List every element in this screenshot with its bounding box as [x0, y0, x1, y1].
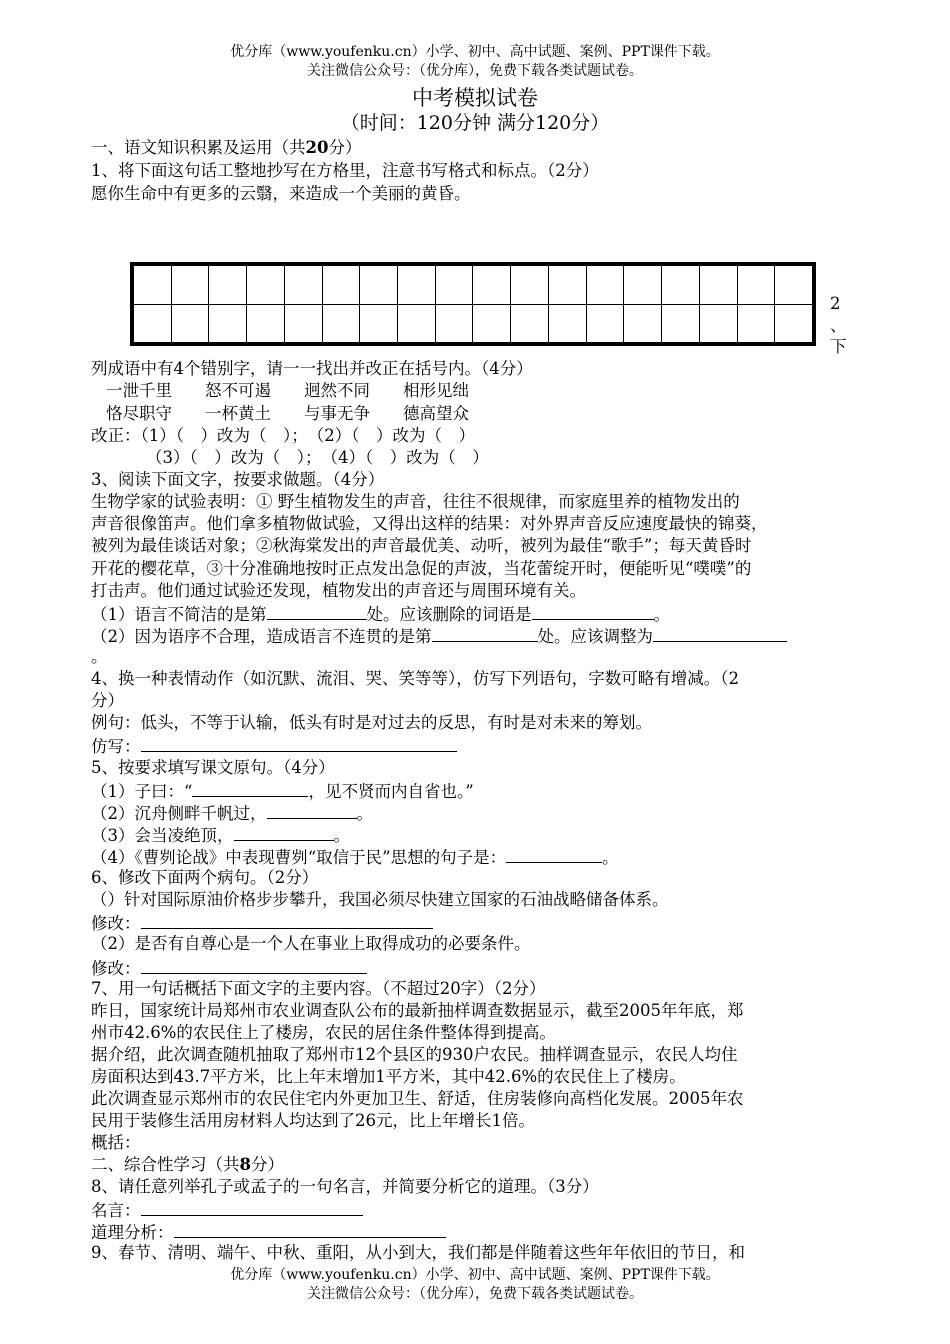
q3-sub-2: （2）因为语序不合理，造成语言不连贯的是第 处。应该调整为	[91, 624, 787, 648]
exam-title: 中考模拟试卷	[412, 86, 538, 110]
q6-blank-2[interactable]	[141, 956, 367, 974]
writing-grid[interactable]	[130, 262, 816, 346]
q5-prompt: 5、按要求填写课文原句。（4分）	[91, 758, 335, 777]
footer-line-2: 关注微信公众号：（优分库），免费下载各类试题试卷。	[307, 1286, 643, 1302]
q7-prompt: 7、用一句话概括下面文字的主要内容。（不超过20字）（2分）	[91, 979, 546, 998]
q2-first-char: 下	[830, 337, 847, 356]
q2-idioms-row-2: 恪尽职守 一杯黄土 与事无争 德高望众	[106, 404, 469, 423]
q4-prompt-1: 4、换一种表情动作（如沉默、流泪、哭、笑等等），仿写下列语句，字数可略有增减。（2	[91, 669, 739, 688]
q6-fix-1: 修改：	[91, 911, 433, 935]
q1-prompt: 1、将下面这句话工整地抄写在方格里，注意书写格式和标点。（2分）	[91, 161, 599, 180]
q5-sub-4: （4）《曹刿论战》中表现曹刿“取信于民”思想的句子是： 。	[91, 845, 619, 869]
q5-blank-2[interactable]	[267, 801, 357, 819]
q7-passage-line-3: 据介绍，此次调查随机抽取了郑州市12个县区的930户农民。抽样调查显示，农民人均住	[91, 1045, 738, 1064]
q5-blank-4[interactable]	[506, 845, 602, 863]
q2-comma: 、	[830, 316, 847, 335]
exam-subtitle: （时间：120分钟 满分120分）	[340, 112, 610, 134]
q3-blank-3[interactable]	[432, 624, 538, 642]
q3-passage-line-2: 声音很像笛声。他们拿多植物做试验，又得出这样的结果：对外界声音反应速度最快的锦葵，	[91, 514, 768, 533]
q4-blank[interactable]	[141, 734, 457, 752]
q5-sub-1: （1）子曰：“ ，见不贤而内自省也。”	[91, 779, 474, 803]
writing-grid-table	[133, 265, 813, 343]
q7-passage-line-6: 民用于装修生活用房材料人均达到了26元，比上年增长1倍。	[91, 1111, 535, 1130]
q2-fix-row-1: 改正：（1）（ ）改为（ ）； （2）（ ）改为（ ）	[91, 426, 475, 445]
section1-heading: 一、语文知识积累及运用（共20分）	[91, 138, 362, 157]
q6-prompt: 6、修改下面两个病句。（2分）	[91, 868, 319, 887]
header-line-2: 关注微信公众号：（优分库），免费下载各类试题试卷。	[307, 63, 643, 79]
q3-prompt: 3、阅读下面文字，按要求做题。（4分）	[91, 470, 385, 489]
q9-prompt: 9、春节、清明、端午、中秋、重阳，从小到大，我们都是伴随着这些年年依旧的节日，和	[91, 1243, 745, 1262]
q2-number: 2	[830, 294, 841, 313]
section2-heading: 二、综合性学习（共8分）	[91, 1155, 284, 1174]
q5-sub-2: （2）沉舟侧畔千帆过， 。	[91, 801, 373, 825]
q3-sub-1: （1）语言不简洁的是第 处。应该删除的词语是 。	[91, 602, 670, 626]
q6-fix-2: 修改：	[91, 956, 367, 980]
q7-passage-line-4: 房面积达到43.7平方米，比上年末增加1平方米，其中42.6%的农民住上了楼房。	[91, 1067, 686, 1086]
q5-blank-1[interactable]	[192, 779, 308, 797]
q5-blank-3[interactable]	[234, 823, 334, 841]
q8-blank-2[interactable]	[174, 1220, 446, 1238]
q6-blank-1[interactable]	[141, 911, 433, 929]
q6-sentence-2: （2）是否有自尊心是一个人在事业上取得成功的必要条件。	[91, 934, 531, 953]
q3-passage-line-5: 打击声。他们通过试验还发现，植物发出的声音还与周围环境有关。	[91, 581, 586, 600]
footer-line-1: 优分库（www.youfenku.cn）小学、初中、高中试题、案例、PPT课件下载。	[230, 1267, 720, 1283]
q7-passage-line-1: 昨日，国家统计局郑州市农业调查队公布的最新抽样调查数据显示，截至2005年年底，郑	[91, 1001, 744, 1020]
q3-blank-2[interactable]	[532, 602, 654, 620]
q4-example: 例句：低头，不等于认输，低头有时是对过去的反思，有时是对未来的筹划。	[91, 713, 652, 732]
q3-blank-4[interactable]	[653, 624, 787, 642]
q3-blank-1[interactable]	[267, 602, 367, 620]
q4-prompt-2: 分）	[91, 691, 124, 710]
q1-sentence: 愿你生命中有更多的云翳，来造成一个美丽的黄昏。	[91, 184, 471, 203]
q8-quote: 名言：	[91, 1198, 363, 1222]
q8-blank-1[interactable]	[141, 1198, 363, 1216]
q3-sub-2-end: 。	[91, 647, 108, 666]
q4-answer: 仿写：	[91, 734, 457, 758]
q7-passage-line-5: 此次调查显示郑州市的农民住宅内外更加卫生、舒适，住房装修向高档化发展。2005年农	[91, 1089, 744, 1108]
q7-summary-label: 概括：	[91, 1133, 141, 1152]
q5-sub-3: （3）会当凌绝顶， 。	[91, 823, 350, 847]
q8-analysis: 道理分析：	[91, 1220, 446, 1244]
q2-fix-row-2: （3）（ ）改为（ ）； （4）（ ）改为（ ）	[146, 448, 489, 467]
q3-passage-line-3: 被列为最佳谈话对象；②秋海棠发出的声音最优美、动听，被列为最佳“歌手”；每天黄昏时	[91, 536, 752, 555]
q7-passage-line-2: 州市42.6%的农民住上了楼房，农民的居住条件整体得到提高。	[91, 1023, 556, 1042]
q3-passage-line-1: 生物学家的试验表明：① 野生植物发生的声音，往往不很规律，而家庭里养的植物发出的	[91, 492, 740, 511]
q2-prompt: 列成语中有4个错别字，请一一找出并改正在括号内。（4分）	[91, 359, 533, 378]
q3-passage-line-4: 开花的樱花草，③十分准确地按时正点发出急促的声波，当花蕾绽开时，便能听见“噗噗”的	[91, 559, 752, 578]
header-line-1: 优分库（www.youfenku.cn）小学、初中、高中试题、案例、PPT课件下载。	[230, 44, 720, 60]
q8-prompt: 8、请任意列举孔子或孟子的一句名言，并简要分析它的道理。（3分）	[91, 1177, 599, 1196]
q6-sentence-1: （）针对国际原油价格步步攀升，我国必须尽快建立国家的石油战略储备体系。	[91, 890, 669, 909]
q2-idioms-row-1: 一泄千里 怒不可遏 迥然不同 相形见绌	[106, 381, 469, 400]
